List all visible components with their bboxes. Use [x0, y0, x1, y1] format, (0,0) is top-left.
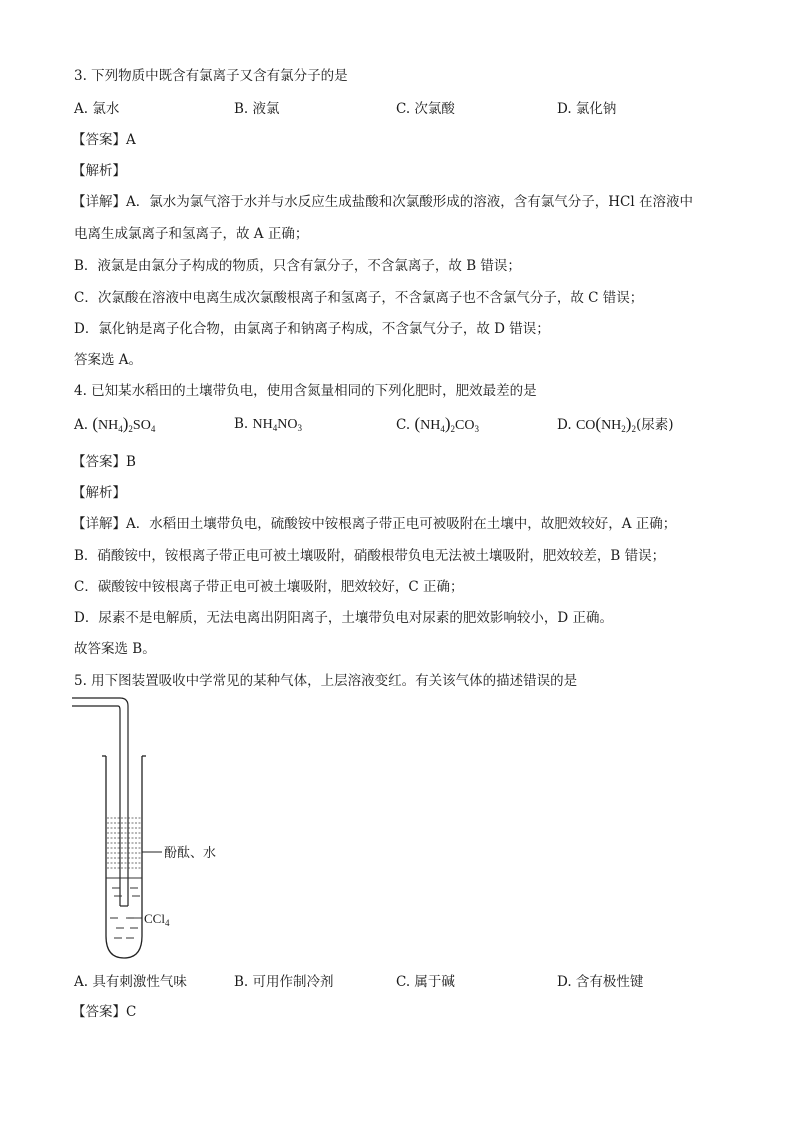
option-label: C. [396, 417, 411, 433]
formula-ammonium-nitrate: $NH_4NO_3$ [252, 417, 302, 433]
q3-detail-line-2: B．液氯是由氯分子构成的物质，只含有氯分子，不含氯离子，故 B 错误； [74, 258, 521, 274]
label-phenolphthalein-water: 酚酞、水 [164, 845, 217, 860]
q5-option-c: C. 属于碱 [396, 974, 455, 990]
option-label: A. [74, 417, 89, 433]
answer-tag: 【答案】 [72, 454, 126, 470]
answer-tag: 【答案】 [72, 132, 126, 148]
q4-detail-line-4: 故答案选 B。 [74, 641, 156, 657]
formula-urea: $CO(NH_2)_2$ [575, 414, 636, 434]
option-label: B. [234, 416, 249, 432]
q3-detail-line-4: D．氯化钠是离子化合物，由氯离子和钠离子构成，不含氯气分子，故 D 错误； [74, 321, 550, 337]
formula-ammonium-sulfate: $(NH_4)_2SO_4$ [92, 414, 156, 434]
urea-label: (尿素) [635, 417, 674, 433]
q4-option-c [396, 415, 479, 438]
q5-option-a: A. 具有刺激性气味 [74, 974, 187, 990]
q4-detail-line-3: D．尿素不是电解质，无法电离出阴阳离子，土壤带负电对尿素的肥效影响较小，D 正确。 [74, 610, 613, 626]
option-label: D. [557, 417, 572, 433]
q4-detail-line-2: C．碳酸铵中铵根离子带正电可被土壤吸附，肥效较好，C 正确； [74, 579, 464, 595]
q3-detail-line-1: 电离生成氯离子和氢离子，故 A 正确； [74, 226, 309, 242]
test-tube-apparatus-figure [70, 696, 270, 968]
q3-stem: 3. 下列物质中既含有氯离子又含有氯分子的是 [74, 68, 348, 84]
lower-liquid-layer [106, 878, 142, 938]
label-ccl4: CCl$_4$ [144, 911, 170, 928]
q4-option-d [557, 415, 674, 438]
q5-answer-line [72, 1003, 136, 1021]
answer-value: C [126, 1004, 137, 1020]
q4-option-b [234, 415, 302, 437]
formula-ammonium-carbonate: $(NH_4)_2CO_3$ [414, 414, 479, 434]
q4-option-a [74, 415, 155, 438]
q3-detail-line-5: 答案选 A。 [74, 352, 143, 368]
q5-option-b: B. 可用作制冷剂 [234, 974, 334, 990]
q3-detail-line-0 [72, 193, 693, 211]
q3-option-b: B. 液氯 [234, 101, 280, 117]
q4-detail-line-1: B．硝酸铵中，铵根离子带正电可被土壤吸附，硝酸根带负电无法被土壤吸附，肥效较差，B 错误； [74, 548, 666, 564]
q3-option-d: D. 氯化钠 [557, 101, 617, 117]
detail-tag: 【详解】 [72, 194, 126, 210]
detail-tag: 【详解】 [72, 516, 126, 532]
detail-text: A．氯水为氯气溶于水并与水反应生成盐酸和次氯酸形成的溶液，含有氯气分子，HCl 在溶液中 [126, 194, 693, 210]
answer-value: A [126, 132, 136, 148]
q3-analysis-tag: 【解析】 [72, 163, 126, 179]
answer-tag: 【答案】 [72, 1004, 126, 1020]
q5-option-d: D. 含有极性键 [557, 974, 644, 990]
q3-answer-line [72, 131, 136, 149]
delivery-tube [72, 698, 128, 906]
answer-value: B [126, 454, 136, 470]
q5-stem: 5. 用下图装置吸收中学常见的某种气体，上层溶液变红。有关该气体的描述错误的是 [74, 673, 578, 689]
q4-answer-line [72, 453, 136, 471]
q3-option-c: C. 次氯酸 [396, 101, 455, 117]
q3-option-a: A. 氯水 [74, 101, 120, 117]
q4-analysis-tag: 【解析】 [72, 485, 126, 501]
q4-stem: 4. 已知某水稻田的土壤带负电，使用含氮量相同的下列化肥时，肥效最差的是 [74, 383, 537, 399]
q3-detail-line-3: C．次氯酸在溶液中电离生成次氯酸根离子和氢离子，不含氯离子也不含氯气分子，故 C 错误； [74, 290, 644, 306]
upper-liquid-layer [107, 818, 141, 868]
detail-text: A．水稻田土壤带负电，硫酸铵中铵根离子带正电可被吸附在土壤中，故肥效较好，A 正确； [126, 516, 677, 532]
q4-detail-line-0 [72, 515, 676, 533]
